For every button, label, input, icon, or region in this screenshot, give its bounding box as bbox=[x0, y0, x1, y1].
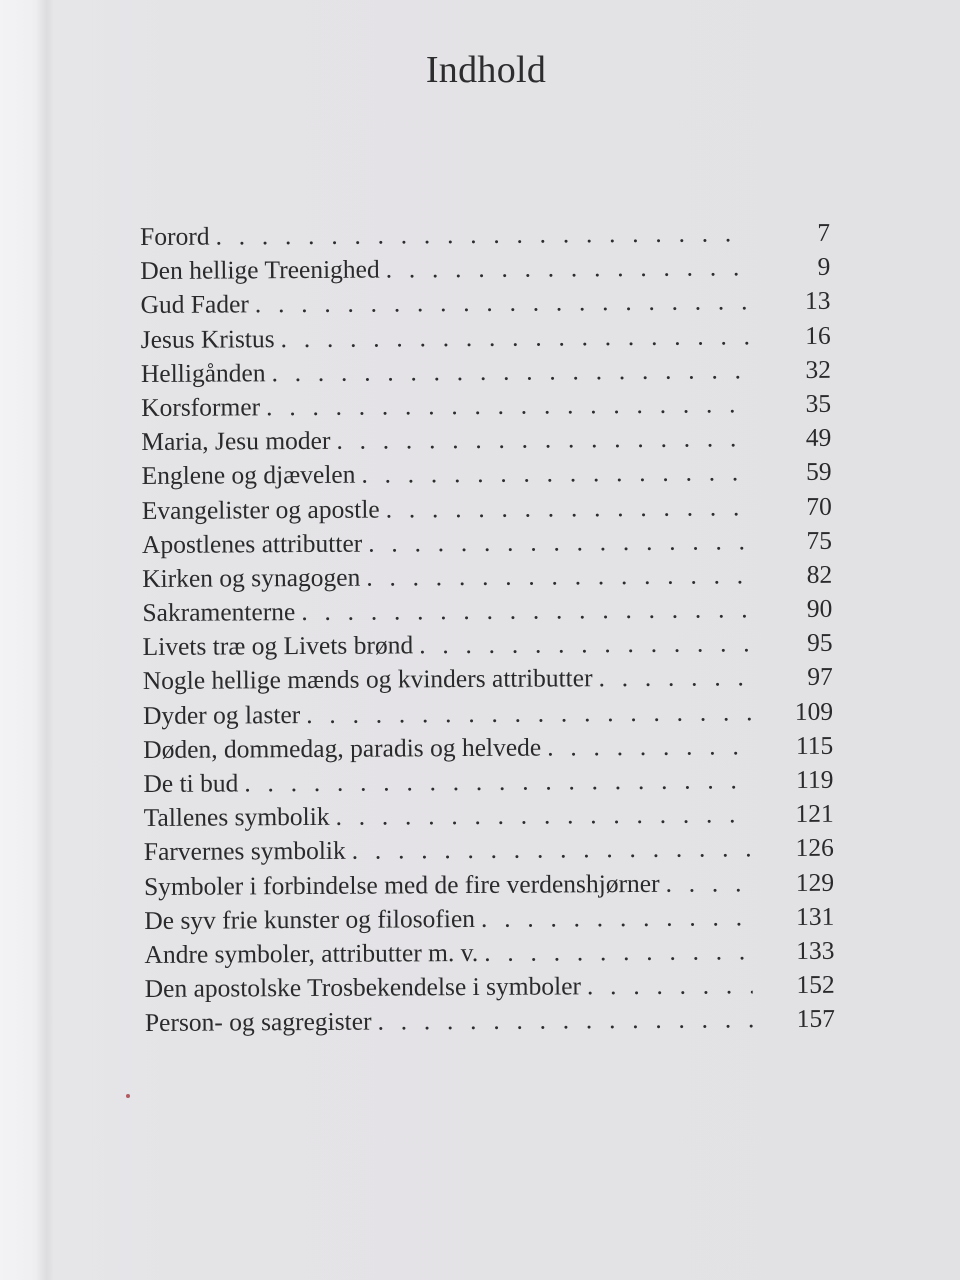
dot-leader bbox=[352, 832, 752, 868]
dot-leader bbox=[335, 797, 751, 834]
toc-entry-label: Livets træ og Livets brønd bbox=[142, 630, 414, 662]
toc-entry bbox=[145, 968, 835, 1006]
toc-entry bbox=[141, 387, 831, 425]
table-of-contents bbox=[140, 216, 835, 1041]
toc-entry bbox=[142, 523, 832, 561]
toc-entry bbox=[143, 729, 833, 767]
toc-entry-page-number: 49 bbox=[805, 422, 832, 453]
toc-entry bbox=[144, 934, 834, 972]
toc-entry-label: Andre symboler, attributter m. v. bbox=[144, 937, 479, 969]
toc-entry-label: Farvernes symbolik bbox=[143, 836, 346, 867]
toc-entry-label: De syv frie kunster og filosofien bbox=[144, 903, 476, 935]
toc-entry-label: Nogle hellige mænds og kvinders attributter bbox=[142, 663, 593, 696]
toc-entry-label: Sakramenterne bbox=[142, 597, 296, 628]
toc-entry-label: Helligånden bbox=[140, 357, 266, 388]
dot-leader bbox=[419, 627, 751, 663]
toc-entry bbox=[141, 318, 831, 356]
dot-leader bbox=[271, 353, 749, 390]
dot-leader bbox=[301, 592, 750, 629]
dot-leader bbox=[665, 866, 752, 901]
toc-entry-label: Englene og djævelen bbox=[141, 460, 356, 491]
toc-entry-label: Døden, dommedag, paradis og helvede bbox=[143, 732, 542, 764]
dot-leader bbox=[306, 695, 751, 732]
toc-entry-label: Forord bbox=[140, 221, 210, 251]
toc-entry bbox=[144, 900, 834, 938]
toc-entry-page-number: 157 bbox=[796, 1004, 835, 1034]
toc-entry bbox=[142, 592, 832, 630]
toc-entry-page-number: 119 bbox=[796, 764, 834, 795]
toc-entry bbox=[143, 626, 833, 664]
dot-leader bbox=[368, 524, 750, 560]
toc-entry bbox=[141, 455, 831, 493]
toc-entry-label: Tallenes symbolik bbox=[143, 802, 330, 833]
dot-leader bbox=[244, 763, 751, 800]
dot-leader bbox=[336, 421, 749, 458]
dot-leader bbox=[266, 387, 749, 424]
toc-entry bbox=[143, 660, 833, 698]
toc-entry-label: Jesus Kristus bbox=[140, 323, 275, 354]
toc-entry bbox=[140, 216, 830, 254]
toc-entry-page-number: 9 bbox=[817, 251, 831, 282]
toc-entry bbox=[140, 250, 830, 288]
page-title: Indhold bbox=[425, 49, 547, 91]
toc-entry-page-number: 152 bbox=[796, 969, 835, 1000]
toc-entry-page-number: 95 bbox=[807, 628, 833, 658]
dot-leader bbox=[386, 250, 749, 286]
page-gutter-shadow bbox=[36, 0, 54, 1280]
toc-entry-page-number: 131 bbox=[795, 901, 835, 931]
dot-leader bbox=[386, 490, 750, 526]
toc-entry bbox=[143, 763, 833, 801]
toc-entry-page-number: 109 bbox=[794, 696, 834, 726]
toc-entry-label: Apostlenes attributter bbox=[141, 528, 363, 559]
dot-leader bbox=[255, 285, 749, 322]
toc-entry-page-number: 35 bbox=[805, 388, 832, 418]
toc-entry-page-number: 16 bbox=[805, 320, 831, 350]
toc-entry-page-number: 13 bbox=[804, 286, 831, 316]
dot-leader bbox=[481, 900, 752, 936]
toc-entry-page-number: 75 bbox=[806, 525, 833, 555]
toc-entry-page-number: 59 bbox=[805, 457, 832, 487]
toc-entry-label: Kirken og synagogen bbox=[142, 562, 361, 593]
toc-entry-label: Person- og sagregister bbox=[144, 1006, 372, 1038]
toc-entry bbox=[144, 797, 834, 835]
toc-entry-page-number: 32 bbox=[805, 354, 832, 384]
toc-entry-page-number: 7 bbox=[817, 217, 831, 247]
dot-leader bbox=[361, 456, 749, 492]
toc-entry bbox=[141, 421, 831, 459]
dot-leader bbox=[377, 1003, 753, 1039]
toc-entry-page-number: 126 bbox=[795, 833, 834, 863]
toc-entry bbox=[144, 865, 834, 903]
toc-entry bbox=[144, 831, 834, 869]
toc-entry-page-number: 133 bbox=[796, 935, 835, 965]
dot-leader bbox=[547, 729, 751, 764]
toc-entry-label: Symboler i forbindelse med de fire verdenshjørner bbox=[143, 868, 660, 901]
toc-entry-page-number: 129 bbox=[795, 867, 835, 897]
toc-entry-label: Maria, Jesu moder bbox=[141, 425, 331, 457]
dot-leader bbox=[598, 661, 750, 696]
toc-entry-label: Den apostolske Trosbekendelse i symboler bbox=[144, 971, 582, 1004]
toc-entry bbox=[140, 284, 830, 322]
toc-entry-page-number: 70 bbox=[806, 491, 832, 521]
toc-entry bbox=[142, 558, 832, 596]
toc-entry-page-number: 97 bbox=[807, 662, 833, 692]
dot-leader bbox=[484, 934, 752, 970]
toc-entry-page-number: 115 bbox=[795, 730, 834, 760]
toc-entry-label: Evangelister og apostle bbox=[141, 494, 380, 525]
toc-entry-label: Gud Fader bbox=[140, 289, 249, 320]
toc-entry-label: Den hellige Treenighed bbox=[140, 254, 380, 286]
dot-leader bbox=[215, 216, 748, 253]
toc-entry bbox=[143, 694, 833, 732]
toc-entry bbox=[142, 489, 832, 527]
toc-entry-page-number: 121 bbox=[795, 798, 834, 829]
toc-entry-page-number: 82 bbox=[806, 559, 833, 589]
dot-leader bbox=[281, 319, 749, 356]
dot-leader bbox=[366, 558, 750, 594]
toc-entry-label: Korsformer bbox=[141, 392, 261, 422]
toc-entry bbox=[141, 353, 831, 391]
toc-entry-label: De ti bud bbox=[143, 768, 239, 798]
toc-entry-label: Dyder og laster bbox=[142, 699, 301, 730]
dot-leader bbox=[587, 968, 753, 1003]
toc-entry bbox=[145, 1002, 835, 1040]
toc-entry-page-number: 90 bbox=[806, 593, 833, 623]
paper-speck bbox=[126, 1094, 130, 1098]
